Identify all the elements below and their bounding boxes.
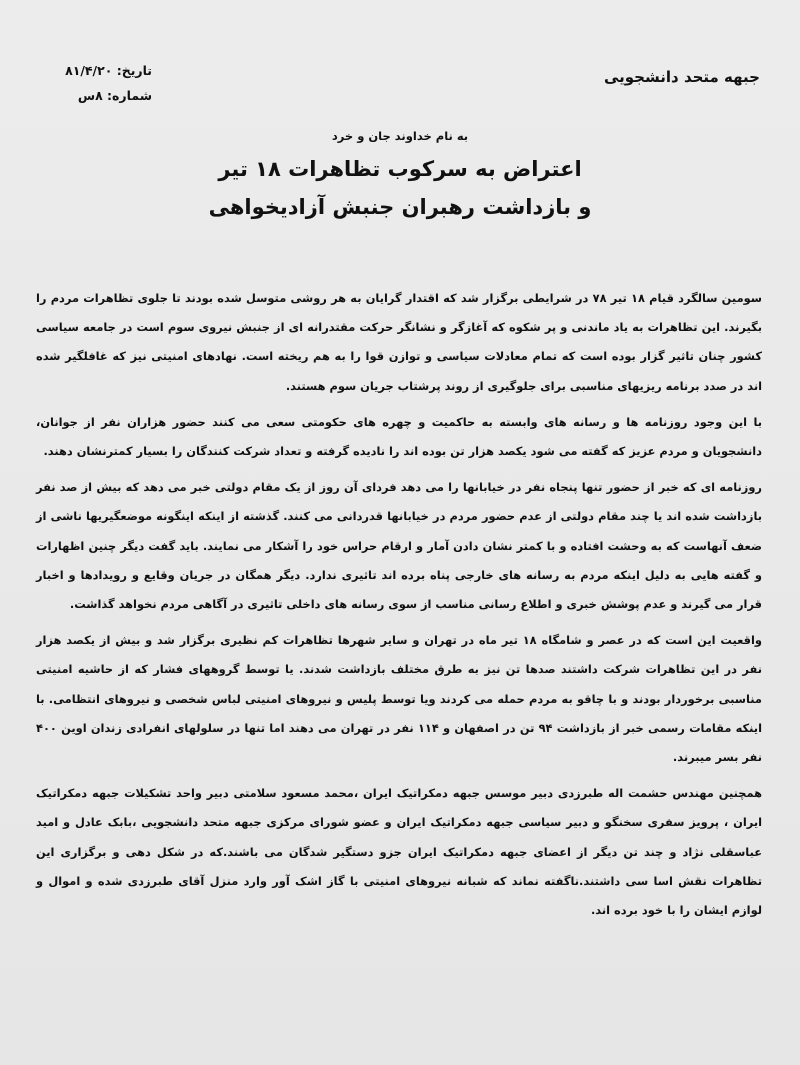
number-line: شماره: ۸س: [77, 88, 152, 103]
paragraph-4: واقعیت این است که در عصر و شامگاه ۱۸ تیر ماه در تهران و سایر شهرها تظاهرات کم نظیری برگزار شد و بیش از یکصد هزار نفر در این تظاهرات شرکت داشتند صدها تن نیز به طرق مختلف بازداشت شدند. یا توسط گروههای فشار که از حاشیه امنیتی مناسبی برخوردار بودند و با چاقو به مردم حمله می کردند ویا توسط پلیس و نیروهای امنیتی لباس شخصی و نیروهای انتظامی. با اینکه مقامات رسمی خبر از بازداشت ۹۴ تن در اصفهان و ۱۱۴ نفر در تهران می دهند اما تنها در سلولهای انفرادی زندان اوین ۴۰۰ نفر بسر میبرند.: [36, 633, 763, 765]
paragraph-2: با این وجود روزنامه ها و رسانه های وابسته به حاکمیت و چهره های حکومتی سعی می کنند حضور هزاران نفر از جوانان، دانشجویان و مردم عزیز که گفته می شود یکصد هزار تن بوده اند را نادیده گرفته و تعداد شرکت کنندگان را بسیار کمترنشان دهند.: [36, 414, 762, 459]
paragraph-1: سومین سالگرد قیام ۱۸ تیر ۷۸ در شرایطی برگزار شد که اقتدار گرایان به هر روشی متوسل شده بودند تا جلوی تظاهرات مردم را بگیرند. این تظاهرات به یاد ماندنی و پر شکوه که آغازگر و نشانگر حرکت مقتدرانه ای از جنبش نیروی سوم است در جامعه سیاسی کشور چنان تاثیر گزار بوده است که تمام معادلات سیاسی و توازن قوا را به هم ریخته است. نهادهای امنیتی نیز که غافلگیر شده اند در صدد برنامه ریزیهای مناسبی برای جلوگیری از روند پرشتاب جریان سوم هستند.: [36, 291, 762, 393]
paragraph-5: همچنین مهندس حشمت اله طبرزدی دبیر موسس جبهه دمکراتیک ایران ،محمد مسعود سلامتی دبیر واحد تشکیلات جبهه دمکراتیک ایران ، پرویز سفری سخنگو و دبیر سیاسی جبهه دمکراتیک ایران و عضو شورای مرکزی جبهه متحد دانشجویی ،بابک عادل و امید عباسقلی نژاد و چند تن دیگر از اعضای جبهه دمکراتیک ایران جزو دستگیر شدگان می باشند.که در شکل دهی و برگزاری این تظاهرات نقش اسا سی داشتند.ناگفته نماند که شبانه نیروهای امنیتی با گاز اشک آور وارد منزل آقای طبرزدی شده و اموال و لوازم ایشان را با خود برده اند.: [36, 786, 762, 918]
document-body: [36, 284, 762, 932]
document-title: [0, 150, 800, 226]
paragraph-3: روزنامه ای که خبر از حضور تنها پنجاه نفر در خیابانها را می دهد فردای آن روز از یک مقام دولتی خبر می دهد که بیش از صد نفر بازداشت شده اند یا چند مقام دولتی از عدم حضور مردم در خیابانها قدردانی می کنند. گذشته از اینکه اینگونه موضعگیریها ناشی از ضعف آنهاست که به وحشت افتاده و با کمتر نشان دادن آمار و ارقام حراس خود را آشکار می نمایند. باید گفت دیگر چنین اظهارات و گفته هایی به دلیل اینکه مردم به رسانه های خارجی پناه برده اند تاثیری ندارد. دیگر همگان در جریان وقایع و رویدادها و اخبار قرار می گیرند و عدم پوشش خبری و اطلاع رسانی مناسب از سوی رسانه های داخلی تاثیری در آگاهی مردم نخواهد گذاشت.: [36, 480, 762, 612]
title-line-2: و بازداشت رهبران جنبش آزادیخواهی: [208, 195, 592, 219]
organization-name: جبهه متحد دانشجویی: [603, 68, 760, 86]
title-line-1: اعتراض به سرکوب تظاهرات ۱۸ تیر: [218, 157, 582, 181]
invocation-line: به نام خداوند جان و خرد: [331, 129, 469, 143]
document-meta: [42, 58, 152, 108]
date-line: تاریخ: ۸۱/۴/۲۰: [65, 63, 152, 78]
